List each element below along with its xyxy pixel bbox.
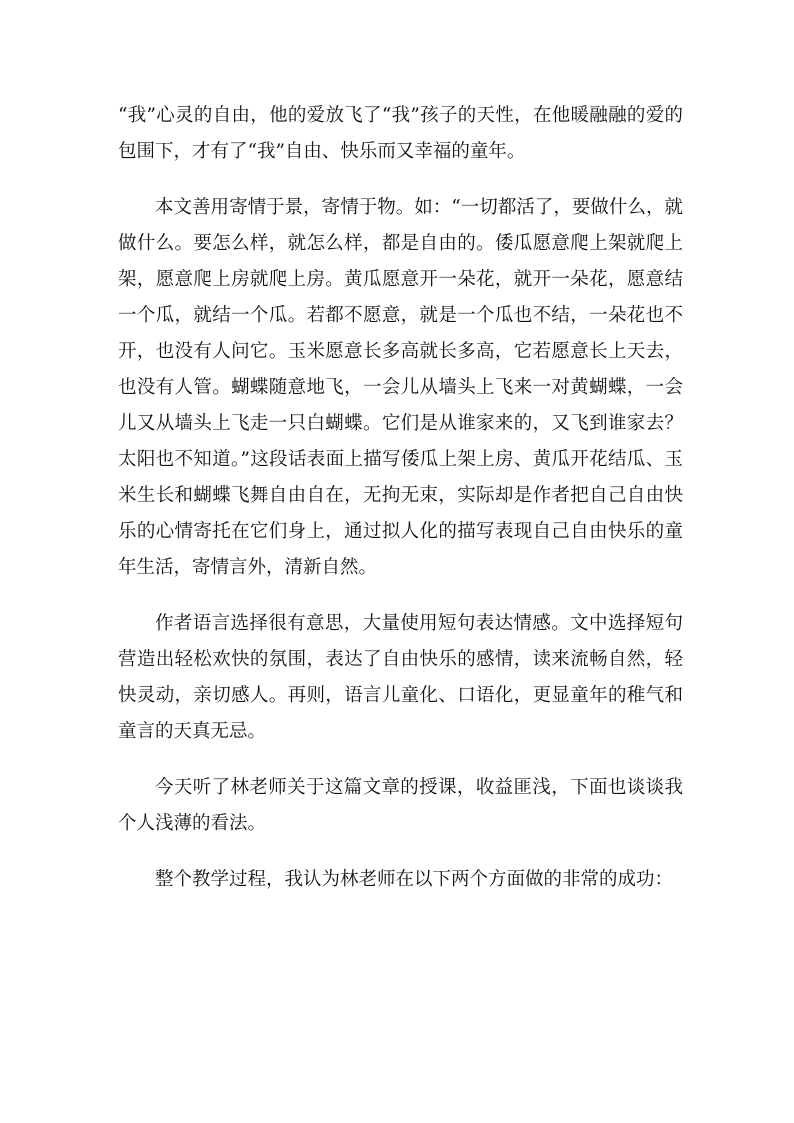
paragraph-teaching-success: 整个教学过程，我认为林老师在以下两个方面做的非常的成功： (155, 869, 674, 890)
paragraph-lesson-impression: 今天听了林老师关于这篇文章的授课，收益匪浅，下面也谈谈我个人浅薄的看法。 (118, 777, 683, 834)
paragraph-scenery-emotion: 本文善用寄情于景，寄情于物。如：“一切都活了，要做什么，就做什么。要怎么样，就怎么样，都是自由的。倭瓜愿意爬上架就爬上架，愿意爬上房就爬上房。黄瓜愿意开一朵花，就开一朵花，愿意结一个瓜，就结一个瓜。若都不愿意，就是一个瓜也不结，一朵花也不开，也没有人问它。玉米愿意长多高就长多高，它若愿意长上天去，也没有人管。蝴蝶随意地飞，一会儿从墙头上飞来一对黄蝴蝶，一会儿又从墙头上飞走一只白蝴蝶。它们是从谁家来的，又飞到谁家去？太阳也不知道。”这段话表面上描写倭瓜上架上房、黄瓜开花结瓜、玉米生长和蝴蝶飞舞自由自在，无拘无束，实际却是作者把自己自由快乐的心情寄托在它们身上，通过拟人化的描写表现自己自由快乐的童年生活，寄情言外，清新自然。 (118, 197, 683, 578)
paragraph-language-choice: 作者语言选择很有意思，大量使用短句表达情感。文中选择短句营造出轻松欢快的氛围，表达了自由快乐的感情，读来流畅自然，轻快灵动，亲切感人。再则，语言儿童化、口语化，更显童年的稚气和童言的天真无忌。 (118, 613, 683, 742)
paragraph-continuation: “我”心灵的自由，他的爱放飞了“我”孩子的天性，在他暖融融的爱的包围下，才有了“我”自由、快乐而又幸福的童年。 (118, 105, 683, 162)
document-page (118, 98, 683, 918)
